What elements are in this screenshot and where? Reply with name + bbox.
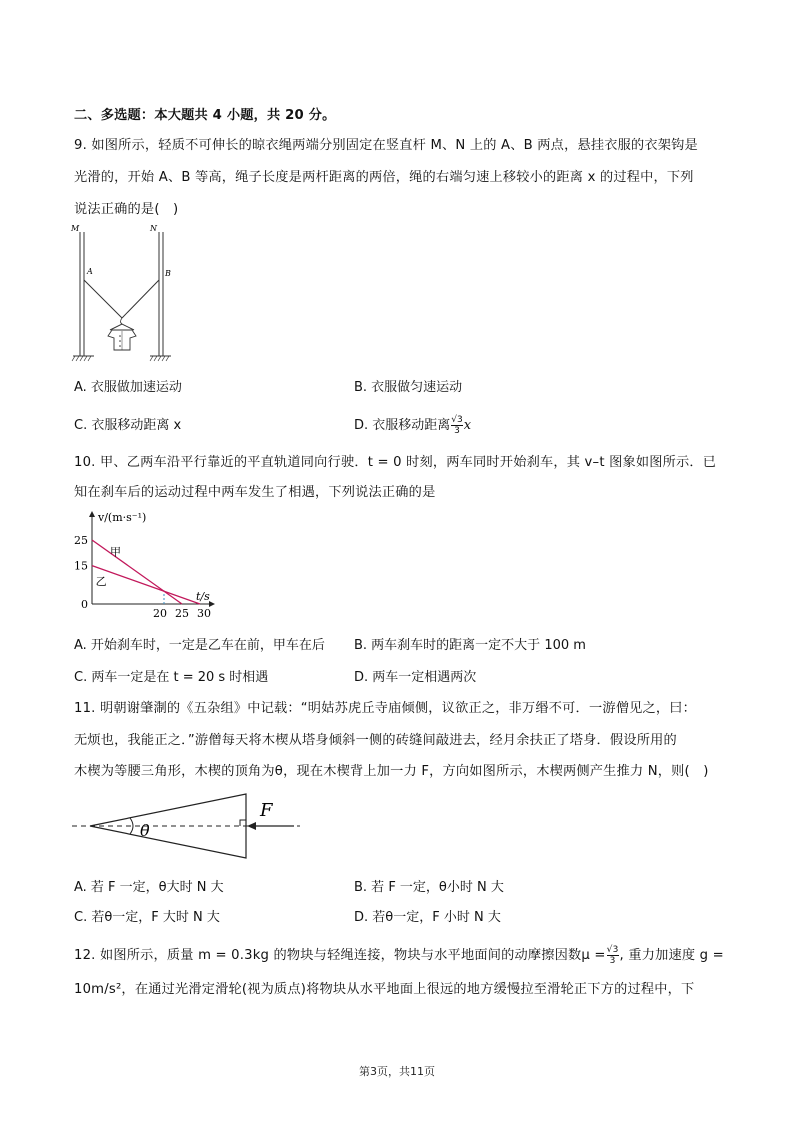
q9-option-c: C. 衣服移动距离 x bbox=[74, 418, 182, 433]
point-a-label: A bbox=[87, 267, 93, 276]
x-tick-label: 20 bbox=[153, 607, 167, 620]
q10-option-b: B. 两车刹车时的距离一定不大于 100 m bbox=[354, 638, 586, 653]
q9-line-2: 光滑的，开始 A、B 等高，绳子长度是两杆距离的两倍，绳的右端匀速上移较小的距离 x 的过程中，下列 bbox=[74, 170, 694, 185]
q9-clothesline-figure bbox=[70, 222, 180, 364]
q11-line-2: 无烦也，我能正之．”游僧每天将木楔从塔身倾斜一侧的砖缝间敲进去，经月余扶正了塔身．假设所用的 bbox=[74, 733, 677, 748]
series-line-jia bbox=[92, 540, 182, 604]
q11-option-b: B. 若 F 一定，θ小时 N 大 bbox=[354, 880, 504, 895]
q12-line-1: 12. 如图所示，质量 m = 0.3kg 的物块与轻绳连接，物块与水平地面间的动摩擦因数μ = $\frac{√3}{3}$ , 重力加速度 g = bbox=[74, 944, 724, 966]
q9-option-d-prefix: D. 衣服移动距离 bbox=[354, 418, 451, 433]
series-label-yi: 乙 bbox=[95, 574, 107, 588]
q11-wedge-figure bbox=[70, 790, 310, 862]
q9-option-d: D. 衣服移动距离 $\frac{√3}{3}$ x bbox=[354, 415, 472, 436]
y-tick-label: 15 bbox=[74, 559, 88, 573]
page-footer: 第3页，共11页 bbox=[359, 1065, 435, 1078]
y-axis-label: v/(m·s⁻¹) bbox=[98, 511, 147, 524]
y-tick-label: 25 bbox=[74, 534, 88, 547]
q9-line-3: 说法正确的是( ) bbox=[74, 202, 179, 217]
pole-m-label: M bbox=[71, 224, 80, 233]
section-header: 二、多选题：本大题共 4 小题，共 20 分。 bbox=[74, 108, 336, 123]
x-tick-label: 25 bbox=[175, 607, 189, 620]
q10-option-a: A. 开始刹车时，一定是乙车在前，甲车在后 bbox=[74, 638, 325, 653]
q9-option-b: B. 衣服做匀速运动 bbox=[354, 380, 463, 395]
q9-line-1: 9. 如图所示，轻质不可伸长的晾衣绳两端分别固定在竖直杆 M、N 上的 A、B 两点，悬挂衣服的衣架钩是 bbox=[74, 138, 698, 153]
q10-option-d: D. 两车一定相遇两次 bbox=[354, 670, 477, 685]
q11-line-3: 木楔为等腰三角形，木楔的顶角为θ，现在木楔背上加一力 F，方向如图所示，木楔两侧产生推力 N，则( ) bbox=[74, 764, 709, 779]
series-line-yi bbox=[92, 566, 200, 604]
q10-line-1: 10. 甲、乙两车沿平行靠近的平直轨道同向行驶．t = 0 时刻，两车同时开始刹车，其 v–t 图象如图所示．已 bbox=[74, 455, 717, 470]
q12-line-2: 10m/s²，在通过光滑定滑轮(视为质点)将物块从水平地面上很远的地方缓慢拉至滑轮正下方的过程中，下 bbox=[74, 982, 695, 997]
y-tick-label: 0 bbox=[81, 598, 88, 611]
q10-option-c: C. 两车一定是在 t = 20 s 时相遇 bbox=[74, 670, 269, 685]
x-axis-label: t/s bbox=[196, 590, 210, 603]
pole-n-label: N bbox=[150, 224, 157, 233]
q11-option-a: A. 若 F 一定，θ大时 N 大 bbox=[74, 880, 224, 895]
q11-line-1: 11. 明朝谢肇淛的《五杂组》中记载：“明姑苏虎丘寺庙倾侧，议欲正之，非万缗不可．一游僧见之，曰： bbox=[74, 701, 697, 716]
q11-option-c: C. 若θ一定，F 大时 N 大 bbox=[74, 910, 220, 925]
mu-fraction: $\frac{√3}{3}$ bbox=[606, 944, 619, 966]
series-label-jia: 甲 bbox=[110, 545, 121, 559]
x-tick-label: 30 bbox=[197, 607, 211, 620]
theta-label: θ bbox=[140, 821, 150, 840]
q9-option-d-fraction: $\frac{√3}{3}$ bbox=[451, 415, 463, 436]
q10-vt-chart bbox=[68, 506, 228, 624]
q10-line-2: 知在刹车后的运动过程中两车发生了相遇，下列说法正确的是 bbox=[74, 485, 436, 500]
point-b-label: B bbox=[165, 269, 171, 278]
q9-option-a: A. 衣服做加速运动 bbox=[74, 380, 182, 395]
force-label: F bbox=[260, 800, 273, 821]
q11-option-d: D. 若θ一定，F 小时 N 大 bbox=[354, 910, 501, 925]
